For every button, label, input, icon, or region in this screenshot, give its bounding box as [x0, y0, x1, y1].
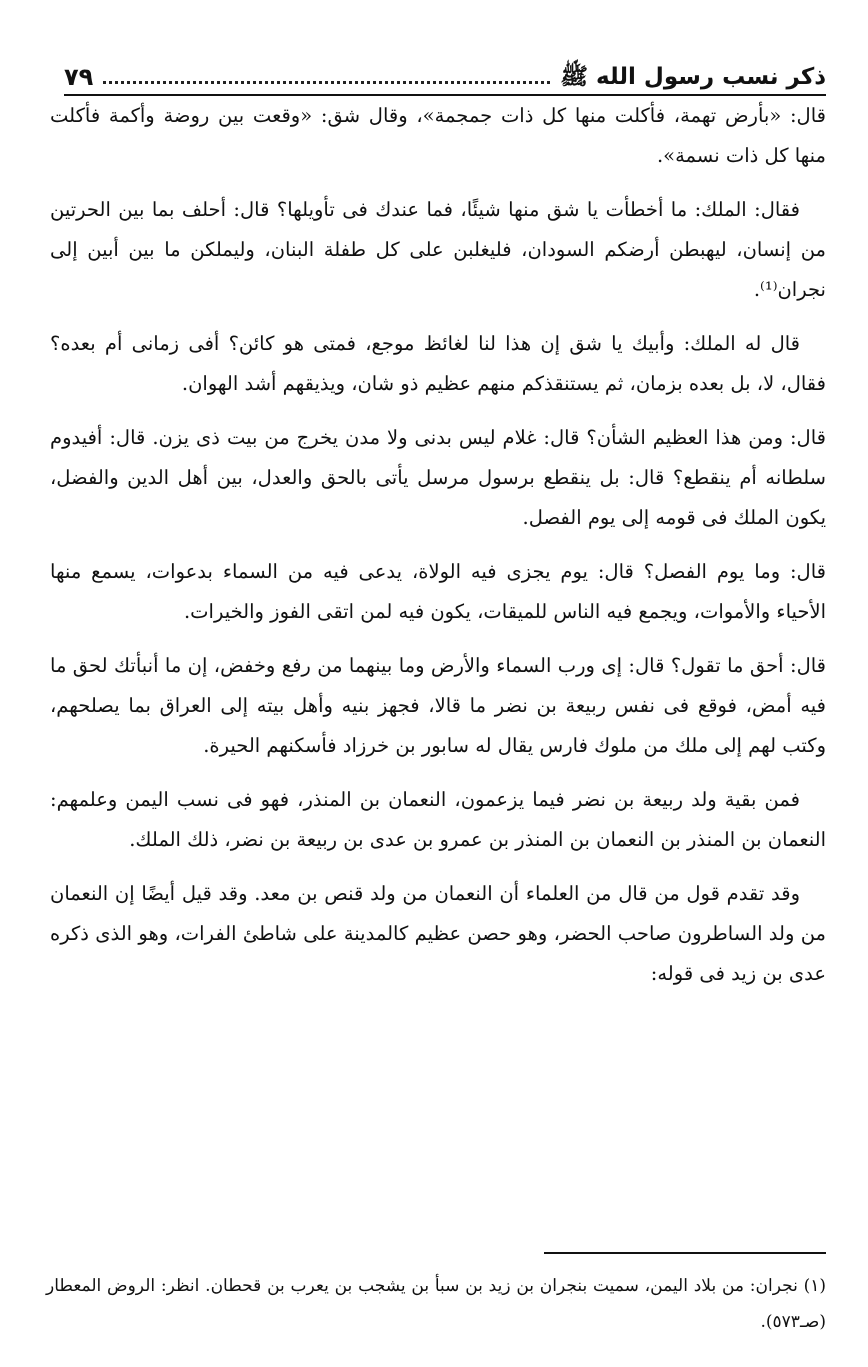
paragraph: قال: أحق ما تقول؟ قال: إى ورب السماء والأرض وما بينهما من رفع وخفض، إن ما أنبأتك لحق ما فيه أمض، فوقع فى نفس ربيعة بن نضر ما قالا، فجهز بنيه وأهل بيته إلى العراق بما يصلحهم، وكتب لهم إلى ملك من ملوك فارس يقال له سابور بن خرزاد فأسكنهم الحيرة. — [50, 654, 826, 757]
page-number: ٧٩ — [64, 63, 94, 91]
running-header — [64, 48, 826, 96]
running-title: ذكر نسب رسول الله ﷺ — [560, 64, 826, 90]
paragraph: فمن بقية ولد ربيعة بن نضر فيما يزعمون، النعمان بن المنذر، فهو فى نسب اليمن وعلمهم: النعمان بن المنذر بن النعمان بن المنذر بن عمرو بن عدى بن ربيعة بن نضر، ذلك الملك. — [50, 788, 826, 851]
body-text — [50, 96, 826, 1008]
paragraph: فقال: الملك: ما أخطأت يا شق منها شيئًا، فما عندك فى تأويلها؟ قال: أحلف بما بين الحرتين من إنسان، ليهبطن أرضكم السودان، فليغلبن على كل طفلة البنان، وليملكن ما بين أبين إلى نجران⁽¹⁾. — [50, 198, 826, 301]
paragraph: وقد تقدم قول من قال من العلماء أن النعمان من ولد قنص بن معد. وقد قيل أيضًا إن النعمان من ولد الساطرون صاحب الحضر، وهو حصن عظيم كالمدينة على شاطئ الفرات، وهو الذى ذكره عدى بن زيد فى قوله: — [50, 882, 826, 985]
footnote-separator — [544, 1252, 826, 1254]
leader-dots — [103, 81, 550, 84]
paragraph: قال: وما يوم الفصل؟ قال: يوم يجزى فيه الولاة، يدعى فيه من السماء بدعوات، يسمع منها الأحياء والأموات، ويجمع فيه الناس للميقات، يكون فيه لمن اتقى الفوز والخيرات. — [50, 560, 826, 623]
paragraph: قال له الملك: وأبيك يا شق إن هذا لنا لغائظ موجع، فمتى هو كائن؟ أفى زمانى أم بعده؟ فقال، لا، بل بعده بزمان، ثم يستنقذكم منهم عظيم ذو شان، ويذيقهم أشد الهوان. — [50, 332, 826, 395]
paragraph: قال: ومن هذا العظيم الشأن؟ قال: غلام ليس بدنى ولا مدن يخرج من بيت ذى يزن. قال: أفيدوم سلطانه أم ينقطع؟ قال: بل ينقطع برسول مرسل يأتى بالحق والعدل، بين أهل الدين والفضل، يكون الملك فى قومه إلى يوم الفصل. — [50, 426, 826, 529]
paragraph: قال: «بأرض تهمة، فأكلت منها كل ذات جمجمة»، وقال شق: «وقعت بين روضة وأكمة فأكلت منها كل ذات نسمة». — [50, 104, 826, 167]
footnote: (١) نجران: من بلاد اليمن، سميت بنجران بن زيد بن سبأ بن يشجب بن يعرب بن قحطان. انظر: الروض المعطار (صـ٥٧٣). — [46, 1276, 826, 1332]
